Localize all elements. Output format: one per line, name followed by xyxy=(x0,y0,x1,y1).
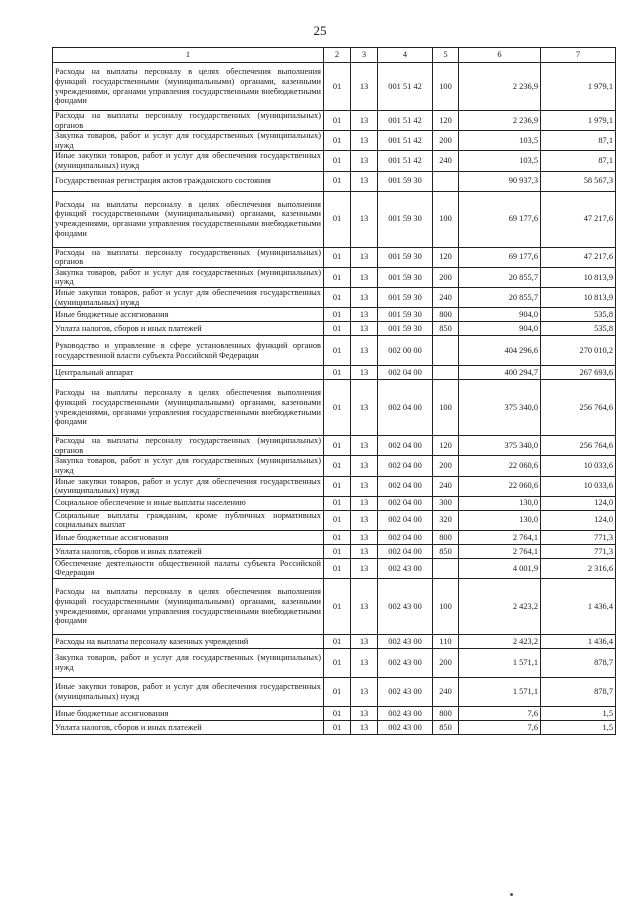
table-row xyxy=(53,247,616,267)
row-code-section: 01 xyxy=(324,247,351,267)
table-row xyxy=(53,267,616,287)
row-code-subsection: 13 xyxy=(351,191,378,247)
row-target-article: 002 04 00 xyxy=(378,544,433,558)
column-header-4: 4 xyxy=(378,48,433,63)
row-amount-plan: 1 571,1 xyxy=(459,678,541,707)
row-expense-type: 800 xyxy=(433,530,459,544)
row-name: Расходы на выплаты персоналу в целях обеспечения выполнения функций государственными (муниципальными) органами, казенными учреждениями, органами управления государственными внебюджетными фондами xyxy=(53,63,324,111)
row-code-subsection: 13 xyxy=(351,63,378,111)
row-target-article: 002 43 00 xyxy=(378,678,433,707)
row-name: Социальное обеспечение и иные выплаты населению xyxy=(53,496,324,510)
row-expense-type: 200 xyxy=(433,456,459,476)
row-name: Обеспечение деятельности общественной палаты субъекта Российской Федерации xyxy=(53,558,324,578)
row-name: Иные бюджетные ассигнования xyxy=(53,530,324,544)
row-amount-actual: 267 693,6 xyxy=(541,366,616,380)
row-code-subsection: 13 xyxy=(351,322,378,336)
row-amount-actual: 47 217,6 xyxy=(541,247,616,267)
row-code-subsection: 13 xyxy=(351,171,378,191)
row-name: Иные закупки товаров, работ и услуг для обеспечения государственных (муниципальных) нужд xyxy=(53,151,324,171)
row-target-article: 001 59 30 xyxy=(378,322,433,336)
row-amount-actual: 47 217,6 xyxy=(541,191,616,247)
row-target-article: 002 04 00 xyxy=(378,496,433,510)
row-name: Уплата налогов, сборов и иных платежей xyxy=(53,721,324,735)
row-amount-actual: 124,0 xyxy=(541,496,616,510)
table-row xyxy=(53,530,616,544)
row-target-article: 002 43 00 xyxy=(378,649,433,678)
row-amount-plan: 20 855,7 xyxy=(459,287,541,307)
row-target-article: 002 43 00 xyxy=(378,635,433,649)
table-body xyxy=(53,63,616,735)
row-amount-plan: 1 571,1 xyxy=(459,649,541,678)
row-target-article: 001 59 30 xyxy=(378,171,433,191)
row-code-section: 01 xyxy=(324,63,351,111)
table-row xyxy=(53,111,616,131)
row-amount-plan: 904,0 xyxy=(459,308,541,322)
table-row xyxy=(53,476,616,496)
row-amount-actual: 1 436,4 xyxy=(541,579,616,635)
row-amount-actual: 535,8 xyxy=(541,308,616,322)
page-number: 25 xyxy=(313,23,327,38)
row-target-article: 002 43 00 xyxy=(378,558,433,578)
row-expense-type: 850 xyxy=(433,322,459,336)
row-target-article: 002 04 00 xyxy=(378,510,433,530)
row-target-article: 001 51 42 xyxy=(378,63,433,111)
table-row xyxy=(53,635,616,649)
row-amount-actual: 256 764,6 xyxy=(541,436,616,456)
row-amount-plan: 4 001,9 xyxy=(459,558,541,578)
row-target-article: 002 04 00 xyxy=(378,366,433,380)
row-code-section: 01 xyxy=(324,191,351,247)
row-code-subsection: 13 xyxy=(351,131,378,151)
row-expense-type: 200 xyxy=(433,131,459,151)
row-amount-plan: 2 423,2 xyxy=(459,579,541,635)
row-code-subsection: 13 xyxy=(351,366,378,380)
row-amount-plan: 103,5 xyxy=(459,131,541,151)
row-amount-plan: 22 060,6 xyxy=(459,476,541,496)
row-expense-type: 240 xyxy=(433,476,459,496)
row-expense-type: 850 xyxy=(433,544,459,558)
header-row xyxy=(53,48,616,63)
row-code-section: 01 xyxy=(324,530,351,544)
column-header-1: 1 xyxy=(53,48,324,63)
row-code-subsection: 13 xyxy=(351,436,378,456)
row-amount-plan: 2 236,9 xyxy=(459,63,541,111)
row-expense-type xyxy=(433,336,459,366)
row-expense-type: 120 xyxy=(433,111,459,131)
table-row xyxy=(53,63,616,111)
table-row xyxy=(53,308,616,322)
row-target-article: 001 59 30 xyxy=(378,308,433,322)
row-code-section: 01 xyxy=(324,171,351,191)
table-row xyxy=(53,336,616,366)
row-name: Руководство и управление в сфере установленных функций органов государственной власти субъекта Российской Федерации xyxy=(53,336,324,366)
row-target-article: 002 43 00 xyxy=(378,721,433,735)
table-row xyxy=(53,678,616,707)
table-row xyxy=(53,366,616,380)
row-code-section: 01 xyxy=(324,544,351,558)
row-code-subsection: 13 xyxy=(351,678,378,707)
row-name: Закупка товаров, работ и услуг для государственных (муниципальных) нужд xyxy=(53,456,324,476)
row-amount-actual: 878,7 xyxy=(541,678,616,707)
row-name: Уплата налогов, сборов и иных платежей xyxy=(53,322,324,336)
row-expense-type: 100 xyxy=(433,63,459,111)
row-amount-actual: 1 979,1 xyxy=(541,111,616,131)
row-amount-actual: 771,3 xyxy=(541,530,616,544)
row-target-article: 002 04 00 xyxy=(378,380,433,436)
table-row xyxy=(53,380,616,436)
row-amount-plan: 69 177,6 xyxy=(459,191,541,247)
row-name: Расходы на выплаты персоналу в целях обеспечения выполнения функций государственными (муниципальными) органами, казенными учреждениями, органами управления государственными внебюджетными фондами xyxy=(53,380,324,436)
row-expense-type: 200 xyxy=(433,267,459,287)
row-target-article: 001 59 30 xyxy=(378,267,433,287)
table-row xyxy=(53,456,616,476)
row-code-section: 01 xyxy=(324,287,351,307)
table-row xyxy=(53,510,616,530)
row-code-section: 01 xyxy=(324,322,351,336)
row-expense-type: 120 xyxy=(433,247,459,267)
table-row xyxy=(53,544,616,558)
row-amount-plan: 404 296,6 xyxy=(459,336,541,366)
row-target-article: 001 51 42 xyxy=(378,111,433,131)
row-code-section: 01 xyxy=(324,579,351,635)
row-name: Иные бюджетные ассигнования xyxy=(53,308,324,322)
row-amount-plan: 375 340,0 xyxy=(459,380,541,436)
row-expense-type: 800 xyxy=(433,308,459,322)
row-code-subsection: 13 xyxy=(351,510,378,530)
row-code-section: 01 xyxy=(324,558,351,578)
row-expense-type: 800 xyxy=(433,707,459,721)
row-name: Закупка товаров, работ и услуг для государственных (муниципальных) нужд xyxy=(53,649,324,678)
row-code-section: 01 xyxy=(324,496,351,510)
row-target-article: 002 04 00 xyxy=(378,456,433,476)
table-row xyxy=(53,287,616,307)
row-target-article: 002 43 00 xyxy=(378,707,433,721)
row-expense-type: 850 xyxy=(433,721,459,735)
row-name: Иные закупки товаров, работ и услуг для обеспечения государственных (муниципальных) нужд xyxy=(53,476,324,496)
row-amount-actual: 10 033,6 xyxy=(541,476,616,496)
row-code-section: 01 xyxy=(324,476,351,496)
row-name: Расходы на выплаты персоналу государственных (муниципальных) органов xyxy=(53,111,324,131)
row-code-section: 01 xyxy=(324,111,351,131)
column-header-7: 7 xyxy=(541,48,616,63)
row-code-section: 01 xyxy=(324,678,351,707)
row-amount-plan: 2 236,9 xyxy=(459,111,541,131)
column-header-5: 5 xyxy=(433,48,459,63)
row-expense-type: 240 xyxy=(433,287,459,307)
row-target-article: 001 51 42 xyxy=(378,131,433,151)
row-code-subsection: 13 xyxy=(351,649,378,678)
column-header-2: 2 xyxy=(324,48,351,63)
row-name: Государственная регистрация актов гражданского состояния xyxy=(53,171,324,191)
table-row xyxy=(53,558,616,578)
row-amount-plan: 2 764,1 xyxy=(459,530,541,544)
row-expense-type xyxy=(433,366,459,380)
row-target-article: 002 04 00 xyxy=(378,530,433,544)
row-name: Закупка товаров, работ и услуг для государственных (муниципальных) нужд xyxy=(53,131,324,151)
row-code-subsection: 13 xyxy=(351,635,378,649)
row-amount-actual: 535,8 xyxy=(541,322,616,336)
row-amount-plan: 375 340,0 xyxy=(459,436,541,456)
row-code-subsection: 13 xyxy=(351,287,378,307)
row-amount-actual: 58 567,3 xyxy=(541,171,616,191)
column-header-6: 6 xyxy=(459,48,541,63)
row-code-section: 01 xyxy=(324,436,351,456)
row-amount-plan: 2 764,1 xyxy=(459,544,541,558)
row-expense-type xyxy=(433,171,459,191)
row-expense-type: 100 xyxy=(433,579,459,635)
row-amount-actual: 87,1 xyxy=(541,131,616,151)
row-code-section: 01 xyxy=(324,635,351,649)
table-row xyxy=(53,649,616,678)
row-target-article: 001 51 42 xyxy=(378,151,433,171)
row-amount-actual: 1 436,4 xyxy=(541,635,616,649)
row-target-article: 001 59 30 xyxy=(378,287,433,307)
row-name: Иные бюджетные ассигнования xyxy=(53,707,324,721)
row-code-subsection: 13 xyxy=(351,476,378,496)
row-code-subsection: 13 xyxy=(351,380,378,436)
row-code-subsection: 13 xyxy=(351,558,378,578)
budget-table xyxy=(52,47,616,735)
row-target-article: 001 59 30 xyxy=(378,247,433,267)
table-row xyxy=(53,496,616,510)
row-amount-plan: 130,0 xyxy=(459,510,541,530)
row-code-subsection: 13 xyxy=(351,111,378,131)
table-row xyxy=(53,322,616,336)
row-code-section: 01 xyxy=(324,510,351,530)
table-row xyxy=(53,191,616,247)
row-code-section: 01 xyxy=(324,267,351,287)
row-amount-actual: 10 813,9 xyxy=(541,287,616,307)
row-expense-type: 200 xyxy=(433,649,459,678)
row-code-subsection: 13 xyxy=(351,579,378,635)
row-amount-actual: 256 764,6 xyxy=(541,380,616,436)
row-target-article: 001 59 30 xyxy=(378,191,433,247)
row-amount-plan: 69 177,6 xyxy=(459,247,541,267)
row-name: Расходы на выплаты персоналу в целях обеспечения выполнения функций государственными (муниципальными) органами, казенными учреждениями, органами управления государственными внебюджетными фондами xyxy=(53,579,324,635)
row-code-section: 01 xyxy=(324,366,351,380)
row-target-article: 002 43 00 xyxy=(378,579,433,635)
row-name: Расходы на выплаты персоналу государственных (муниципальных) органов xyxy=(53,247,324,267)
row-amount-actual: 1,5 xyxy=(541,721,616,735)
table-header xyxy=(53,48,616,63)
row-amount-plan: 2 423,2 xyxy=(459,635,541,649)
row-amount-actual: 87,1 xyxy=(541,151,616,171)
column-header-3: 3 xyxy=(351,48,378,63)
row-code-section: 01 xyxy=(324,456,351,476)
row-name: Центральный аппарат xyxy=(53,366,324,380)
table-row xyxy=(53,131,616,151)
table-row xyxy=(53,436,616,456)
row-code-subsection: 13 xyxy=(351,267,378,287)
row-code-section: 01 xyxy=(324,131,351,151)
row-amount-plan: 20 855,7 xyxy=(459,267,541,287)
row-name: Расходы на выплаты персоналу в целях обеспечения выполнения функций государственными (муниципальными) органами, казенными учреждениями, органами управления государственными внебюджетными фондами xyxy=(53,191,324,247)
row-name: Иные закупки товаров, работ и услуг для обеспечения государственных (муниципальных) нужд xyxy=(53,287,324,307)
row-code-subsection: 13 xyxy=(351,336,378,366)
row-expense-type: 100 xyxy=(433,191,459,247)
row-name: Социальные выплаты гражданам, кроме публичных нормативных социальных выплат xyxy=(53,510,324,530)
row-amount-plan: 400 294,7 xyxy=(459,366,541,380)
table-row xyxy=(53,721,616,735)
row-amount-actual: 771,3 xyxy=(541,544,616,558)
row-amount-actual: 2 316,6 xyxy=(541,558,616,578)
scan-speck xyxy=(510,893,513,896)
row-amount-plan: 7,6 xyxy=(459,721,541,735)
row-name: Закупка товаров, работ и услуг для государственных (муниципальных) нужд xyxy=(53,267,324,287)
row-amount-plan: 22 060,6 xyxy=(459,456,541,476)
row-code-section: 01 xyxy=(324,308,351,322)
row-amount-actual: 124,0 xyxy=(541,510,616,530)
row-code-subsection: 13 xyxy=(351,151,378,171)
row-code-section: 01 xyxy=(324,336,351,366)
row-code-subsection: 13 xyxy=(351,247,378,267)
row-target-article: 002 00 00 xyxy=(378,336,433,366)
row-expense-type: 320 xyxy=(433,510,459,530)
row-code-subsection: 13 xyxy=(351,496,378,510)
row-expense-type: 300 xyxy=(433,496,459,510)
row-expense-type: 120 xyxy=(433,436,459,456)
table-row xyxy=(53,171,616,191)
row-code-section: 01 xyxy=(324,721,351,735)
table-row xyxy=(53,151,616,171)
row-amount-actual: 270 010,2 xyxy=(541,336,616,366)
row-name: Расходы на выплаты персоналу государственных (муниципальных) органов xyxy=(53,436,324,456)
row-amount-actual: 878,7 xyxy=(541,649,616,678)
row-code-subsection: 13 xyxy=(351,456,378,476)
row-code-section: 01 xyxy=(324,649,351,678)
row-amount-actual: 10 033,6 xyxy=(541,456,616,476)
row-expense-type: 110 xyxy=(433,635,459,649)
row-code-section: 01 xyxy=(324,707,351,721)
row-amount-actual: 1 979,1 xyxy=(541,63,616,111)
row-code-section: 01 xyxy=(324,151,351,171)
row-amount-actual: 1,5 xyxy=(541,707,616,721)
table-row xyxy=(53,579,616,635)
row-amount-plan: 103,5 xyxy=(459,151,541,171)
row-name: Иные закупки товаров, работ и услуг для обеспечения государственных (муниципальных) нужд xyxy=(53,678,324,707)
row-amount-plan: 7,6 xyxy=(459,707,541,721)
row-amount-plan: 90 937,3 xyxy=(459,171,541,191)
table-row xyxy=(53,707,616,721)
row-name: Расходы на выплаты персоналу казенных учреждений xyxy=(53,635,324,649)
row-code-subsection: 13 xyxy=(351,721,378,735)
row-expense-type: 240 xyxy=(433,678,459,707)
row-amount-actual: 10 813,9 xyxy=(541,267,616,287)
row-name: Уплата налогов, сборов и иных платежей xyxy=(53,544,324,558)
row-code-subsection: 13 xyxy=(351,707,378,721)
row-expense-type: 100 xyxy=(433,380,459,436)
row-target-article: 002 04 00 xyxy=(378,436,433,456)
row-amount-plan: 130,0 xyxy=(459,496,541,510)
row-code-section: 01 xyxy=(324,380,351,436)
row-amount-plan: 904,0 xyxy=(459,322,541,336)
row-code-subsection: 13 xyxy=(351,544,378,558)
row-code-subsection: 13 xyxy=(351,308,378,322)
row-expense-type xyxy=(433,558,459,578)
row-code-subsection: 13 xyxy=(351,530,378,544)
row-expense-type: 240 xyxy=(433,151,459,171)
row-target-article: 002 04 00 xyxy=(378,476,433,496)
